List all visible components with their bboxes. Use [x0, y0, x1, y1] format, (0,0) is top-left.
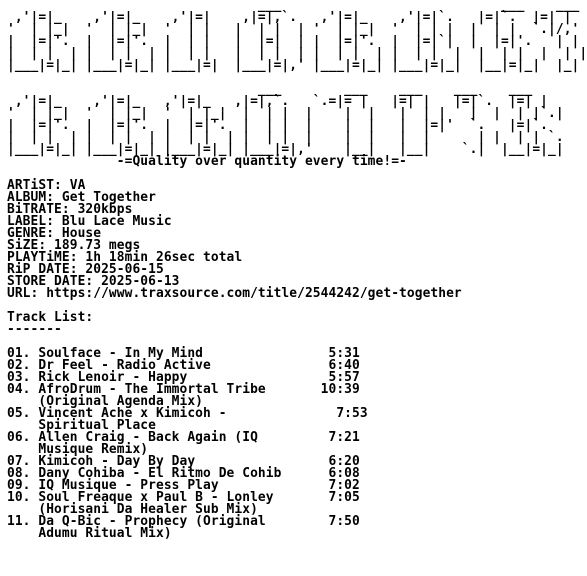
size-line: SiZE: 189.73 megs [7, 238, 141, 253]
ascii-banner-line: | | | | | | | | | | | | | | | | | | | | | | | | | | | | | [7, 46, 587, 61]
track-row: 08. Dany Cohiba - El Ritmo De Cohib 6:08 [7, 466, 360, 481]
store-date-line: STORE DATE: 2025-06-13 [7, 274, 180, 289]
track-row: 01. Soulface - In My Mind 5:31 [7, 346, 360, 361]
ascii-banner-line: | | | | | | | | | | | | | | | | | | | | | | | | `. [7, 130, 564, 145]
genre-line: GENRE: House [7, 226, 102, 241]
track-row-continuation: Musique Remix) [7, 442, 149, 457]
ascii-banner-line: |___|=|_| |___|=|_| |___|=|_| |___|=|,' |__| |__| `.| |__|=|_| [7, 142, 564, 157]
track-row-continuation: Adumu Ritual Mix) [7, 526, 172, 541]
ascii-banner-line: ___ ___ ___ ___ ___ [7, 82, 533, 97]
track-row: 04. AfroDrum - The Immortal Tribe 10:39 [7, 382, 360, 397]
track-row: 02. Dr Feel - Radio Active 6:40 [7, 358, 360, 373]
rip-date-line: RiP DATE: 2025-06-15 [7, 262, 164, 277]
nfo-document [7, 0, 587, 540]
ascii-banner-line: |___|=|_| |___|=|_| |___|=| |___|=|,' |___|=|_| |___|=|_| |__|=|_| |_| [7, 58, 580, 73]
track-row: 07. Kimicoh - Day By Day 6:20 [7, 454, 360, 469]
ascii-banner-line: ___ ___ ___ [7, 0, 580, 13]
ascii-banner-line: | |=|'. | |=|'. | | | | |=| | | |=|'. | |=|`| | |=|'. | | [7, 34, 580, 49]
album-line: ALBUM: Get Together [7, 190, 156, 205]
bitrate-line: BiTRATE: 320kbps [7, 202, 133, 217]
ascii-banner-line: ' | |_| ' | |_| ' | |_| | | | | | | | | | | | | |`.| [7, 106, 564, 121]
blank-line [7, 300, 587, 312]
track-list-underline: ------- [7, 322, 62, 337]
track-list-heading: Track List: [7, 310, 94, 325]
track-row-continuation: (Original Agenda Mix) [7, 394, 204, 409]
track-row: 05. Vincent Ache x Kimicoh - 7:53 [7, 406, 368, 421]
track-row: 03. Rick Lenoir - Happy 5:57 [7, 370, 360, 385]
label-line: LABEL: Blu Lace Music [7, 214, 172, 229]
ascii-banner-line: ,'|=|_ ,'|=|_ ,'|=|_ ,|=|,`. `.=|= | |=| | |=|`. |=| | [7, 94, 549, 109]
track-row: 11. Da Q-Bic - Prophecy (Original 7:50 [7, 514, 360, 529]
ascii-banner-line: ,'|=|_ ,'|=|_ ,'|=| ,|=|,`. ,'|=|_ ,'|=|`. |=|`. |=| | [7, 10, 572, 25]
track-row: 10. Soul Freaque x Paul B - Lonley 7:05 [7, 490, 360, 505]
ascii-banner-line: ' | |_| ' | |_| ' | | | | | | ' | |_| ' | | | | | | `.|/,' [7, 22, 580, 37]
track-row-continuation: (Horisani Da Healer Sub Mix) [7, 502, 258, 517]
artist-line: ARTiST: VA [7, 178, 86, 193]
track-row: 06. Allen Craig - Back Again (IQ 7:21 [7, 430, 360, 445]
blank-line [7, 168, 587, 180]
track-row: 09. IQ Musique - Press Play 7:02 [7, 478, 360, 493]
ascii-banner-line: | |=|'. | |=|'. | |=|'. | | | | | | | |=|' `. |=|`. [7, 118, 549, 133]
tagline: -=Quality over quantity every time!=- [7, 154, 407, 169]
track-row-continuation: Spiritual Place [7, 418, 156, 433]
playtime-line: PLAYTiME: 1h 18min 26sec total [7, 250, 243, 265]
url-line: URL: https://www.traxsource.com/title/2544242/get-together [7, 286, 462, 301]
